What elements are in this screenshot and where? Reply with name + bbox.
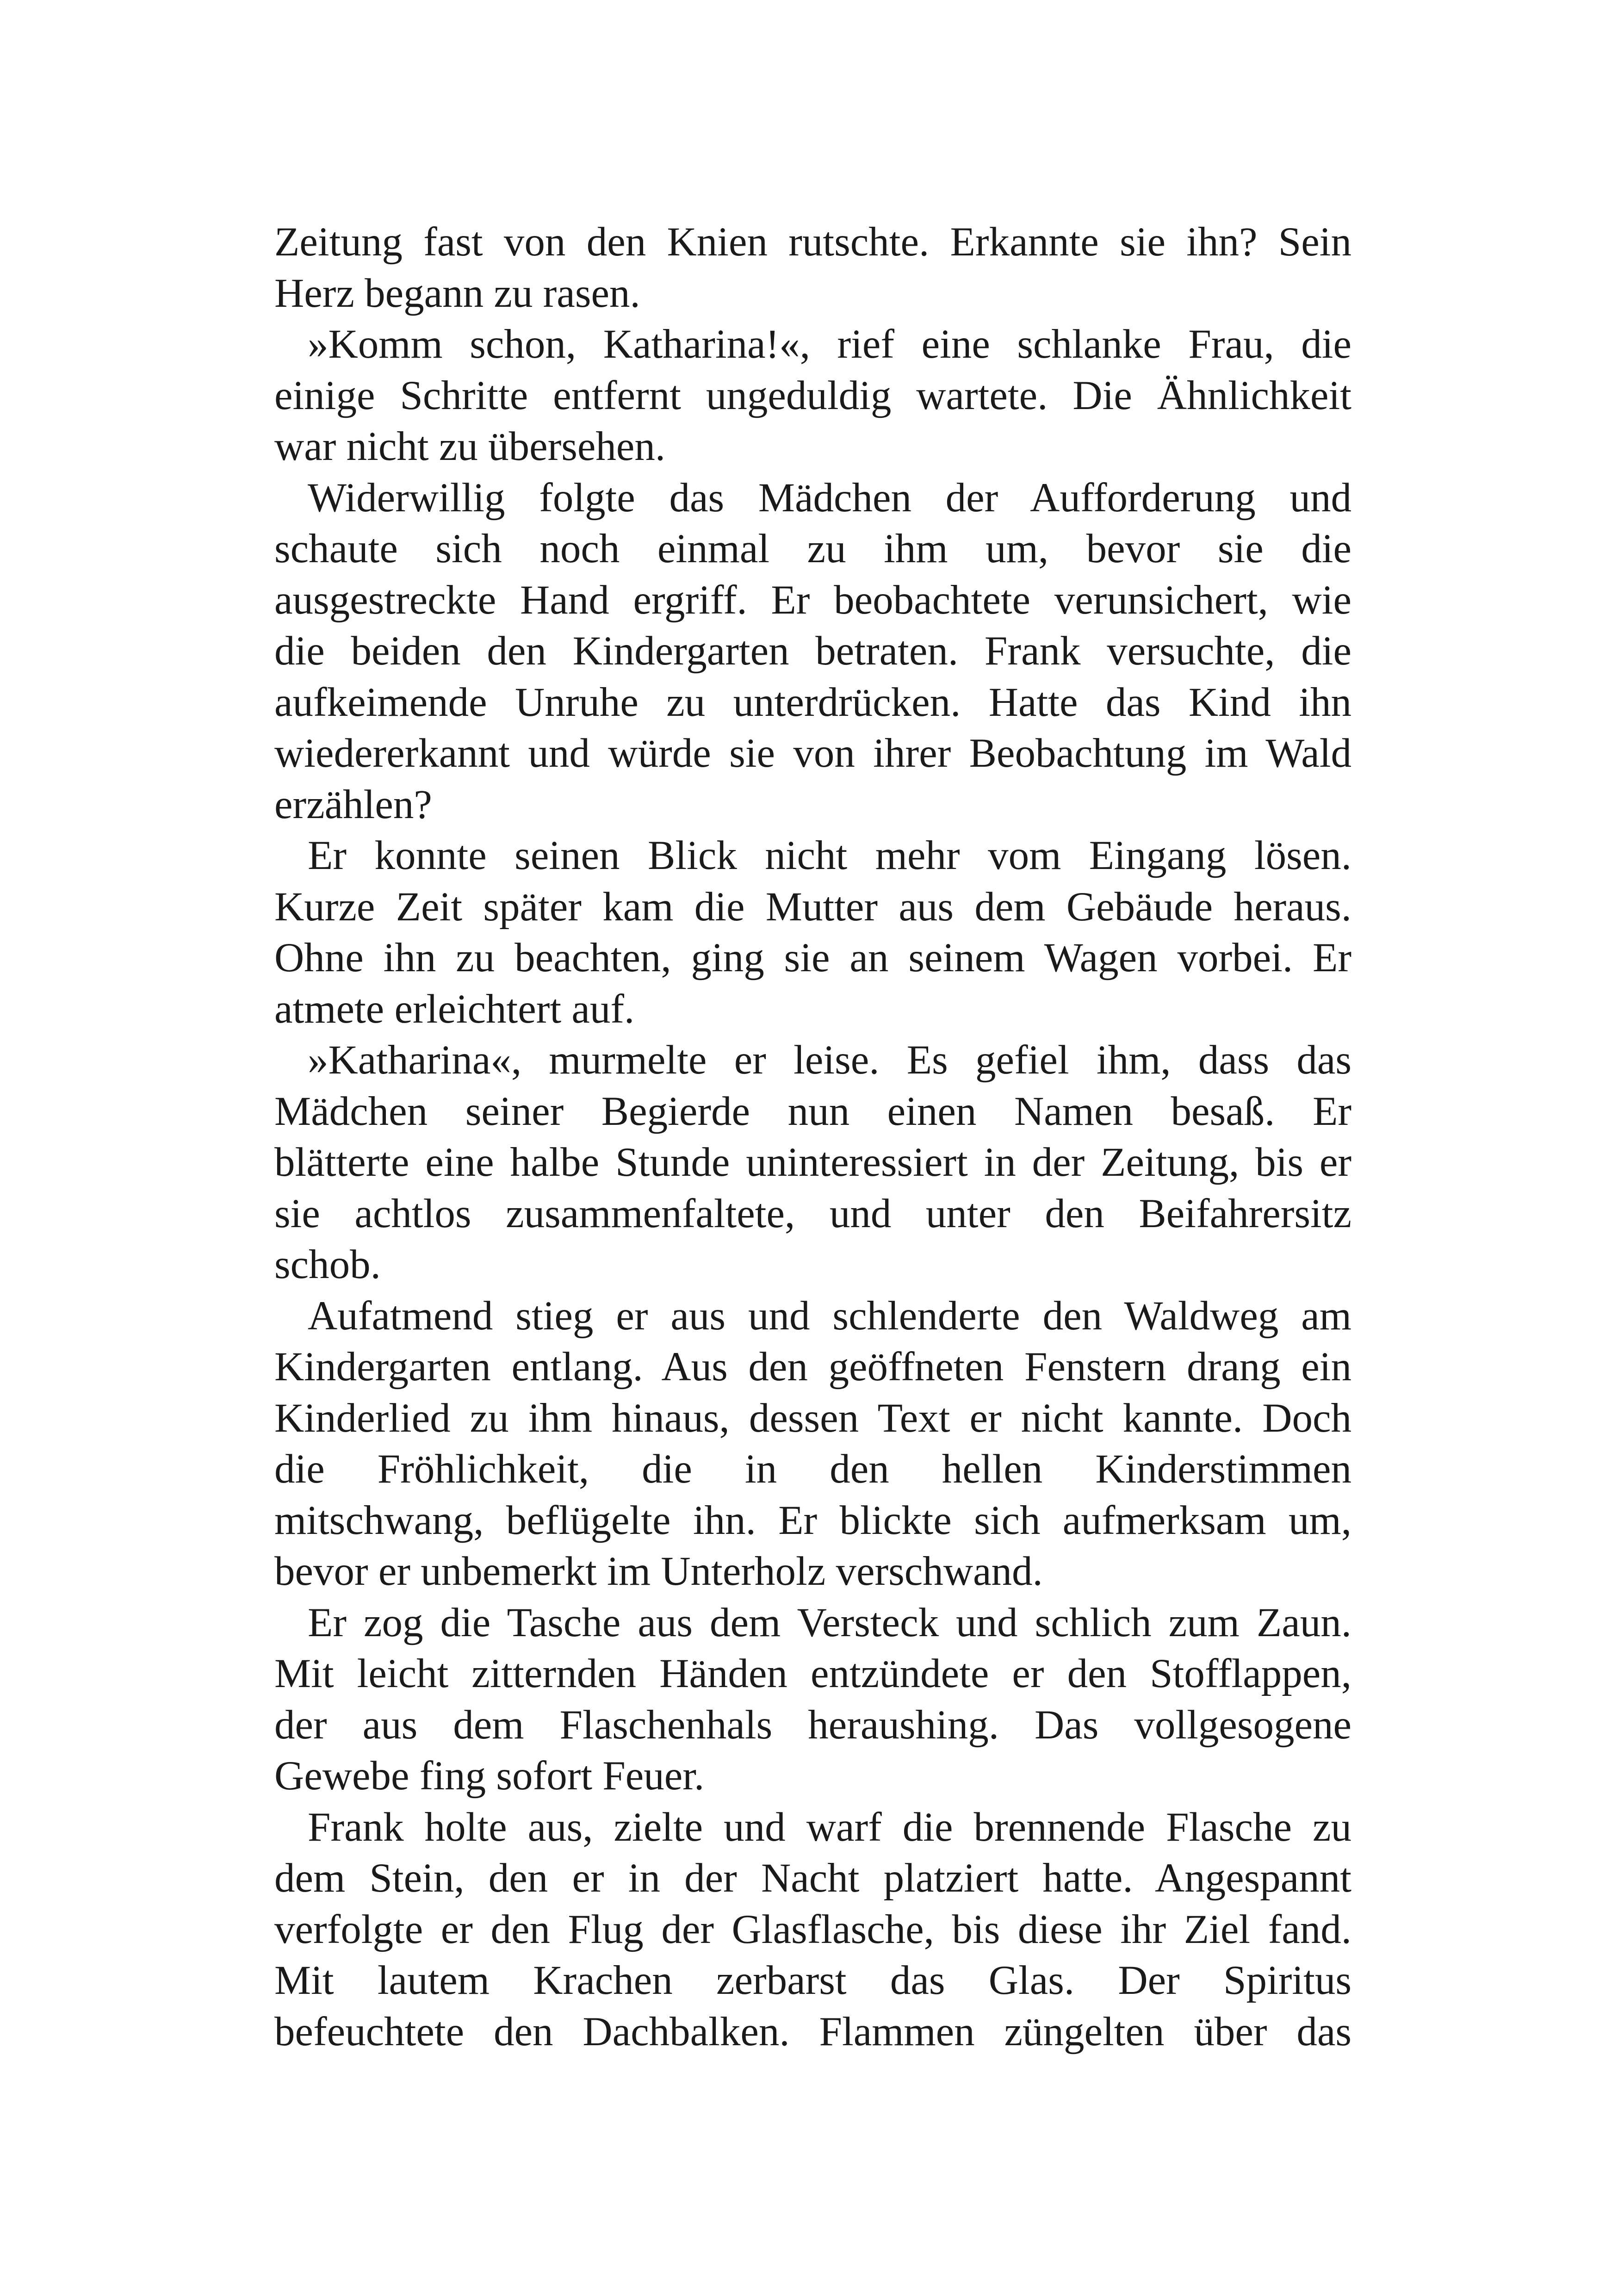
text-line: dem Stein, den er in der Nacht platziert hatte. Angespannt <box>274 1855 1351 1901</box>
text-line: schob. <box>274 1242 381 1287</box>
text-line: wiedererkannt und würde sie von ihrer Beobachtung im Wald <box>274 731 1351 776</box>
text-line: Herz begann zu rasen. <box>274 270 640 316</box>
text-line: verfolgte er den Flug der Glasflasche, bis diese ihr Ziel fand. <box>274 1906 1351 1952</box>
text-line: Kinderlied zu ihm hinaus, dessen Text er nicht kannte. Doch <box>274 1395 1351 1441</box>
text-line: mitschwang, beflügelte ihn. Er blickte sich aufmerksam um, <box>274 1497 1351 1543</box>
text-line: die beiden den Kindergarten betraten. Frank versuchte, die <box>274 628 1351 674</box>
text-line: Ohne ihn zu beachten, ging sie an seinem Wagen vorbei. Er <box>274 935 1351 980</box>
text-line: atmete erleichtert auf. <box>274 986 635 1032</box>
text-line: Gewebe fing sofort Feuer. <box>274 1753 705 1799</box>
text-line: Er konnte seinen Blick nicht mehr vom Eingang lösen. <box>308 833 1351 878</box>
text-line: ausgestreckte Hand ergriff. Er beobachtete verunsichert, wie <box>274 577 1351 623</box>
text-line: Mit lautem Krachen zerbarst das Glas. Der Spiritus <box>274 1958 1351 2003</box>
text-line: Widerwillig folgte das Mädchen der Aufforderung und <box>308 475 1351 521</box>
text-line: blätterte eine halbe Stunde uninteressiert in der Zeitung, bis er <box>274 1140 1351 1185</box>
text-line: die Fröhlichkeit, die in den hellen Kinderstimmen <box>274 1446 1351 1492</box>
text-line: war nicht zu übersehen. <box>274 424 666 469</box>
text-line: einige Schritte entfernt ungeduldig wartete. Die Ähnlichkeit <box>274 372 1351 418</box>
text-line: bevor er unbemerkt im Unterholz verschwand. <box>274 1549 1043 1594</box>
text-line: Kurze Zeit später kam die Mutter aus dem Gebäude heraus. <box>274 884 1351 930</box>
text-line: Zeitung fast von den Knien rutschte. Erkannte sie ihn? Sein <box>274 219 1351 265</box>
text-line: Er zog die Tasche aus dem Versteck und schlich zum Zaun. <box>308 1600 1351 1645</box>
text-line: Mit leicht zitternden Händen entzündete er den Stofflappen, <box>274 1651 1351 1696</box>
text-line: erzählen? <box>274 782 432 827</box>
text-line: sie achtlos zusammenfaltete, und unter den Beifahrersitz <box>274 1191 1351 1236</box>
text-line: »Katharina«, murmelte er leise. Es gefiel ihm, dass das <box>308 1037 1351 1083</box>
text-line: der aus dem Flaschenhals heraushing. Das vollgesogene <box>274 1702 1351 1748</box>
text-line: Frank holte aus, zielte und warf die brennende Flasche zu <box>308 1804 1351 1850</box>
text-line: Mädchen seiner Begierde nun einen Namen besaß. Er <box>274 1088 1351 1134</box>
text-line: Kindergarten entlang. Aus den geöffneten Fenstern drang ein <box>274 1344 1351 1390</box>
text-line: schaute sich noch einmal zu ihm um, bevor sie die <box>274 526 1351 571</box>
text-line: »Komm schon, Katharina!«, rief eine schlanke Frau, die <box>308 322 1351 367</box>
text-line: Aufatmend stieg er aus und schlenderte den Waldweg am <box>308 1293 1351 1339</box>
text-line: befeuchtete den Dachbalken. Flammen züngelten über das <box>274 2009 1351 2054</box>
text-line: aufkeimende Unruhe zu unterdrücken. Hatte das Kind ihn <box>274 679 1351 725</box>
body-text <box>274 217 1351 2057</box>
